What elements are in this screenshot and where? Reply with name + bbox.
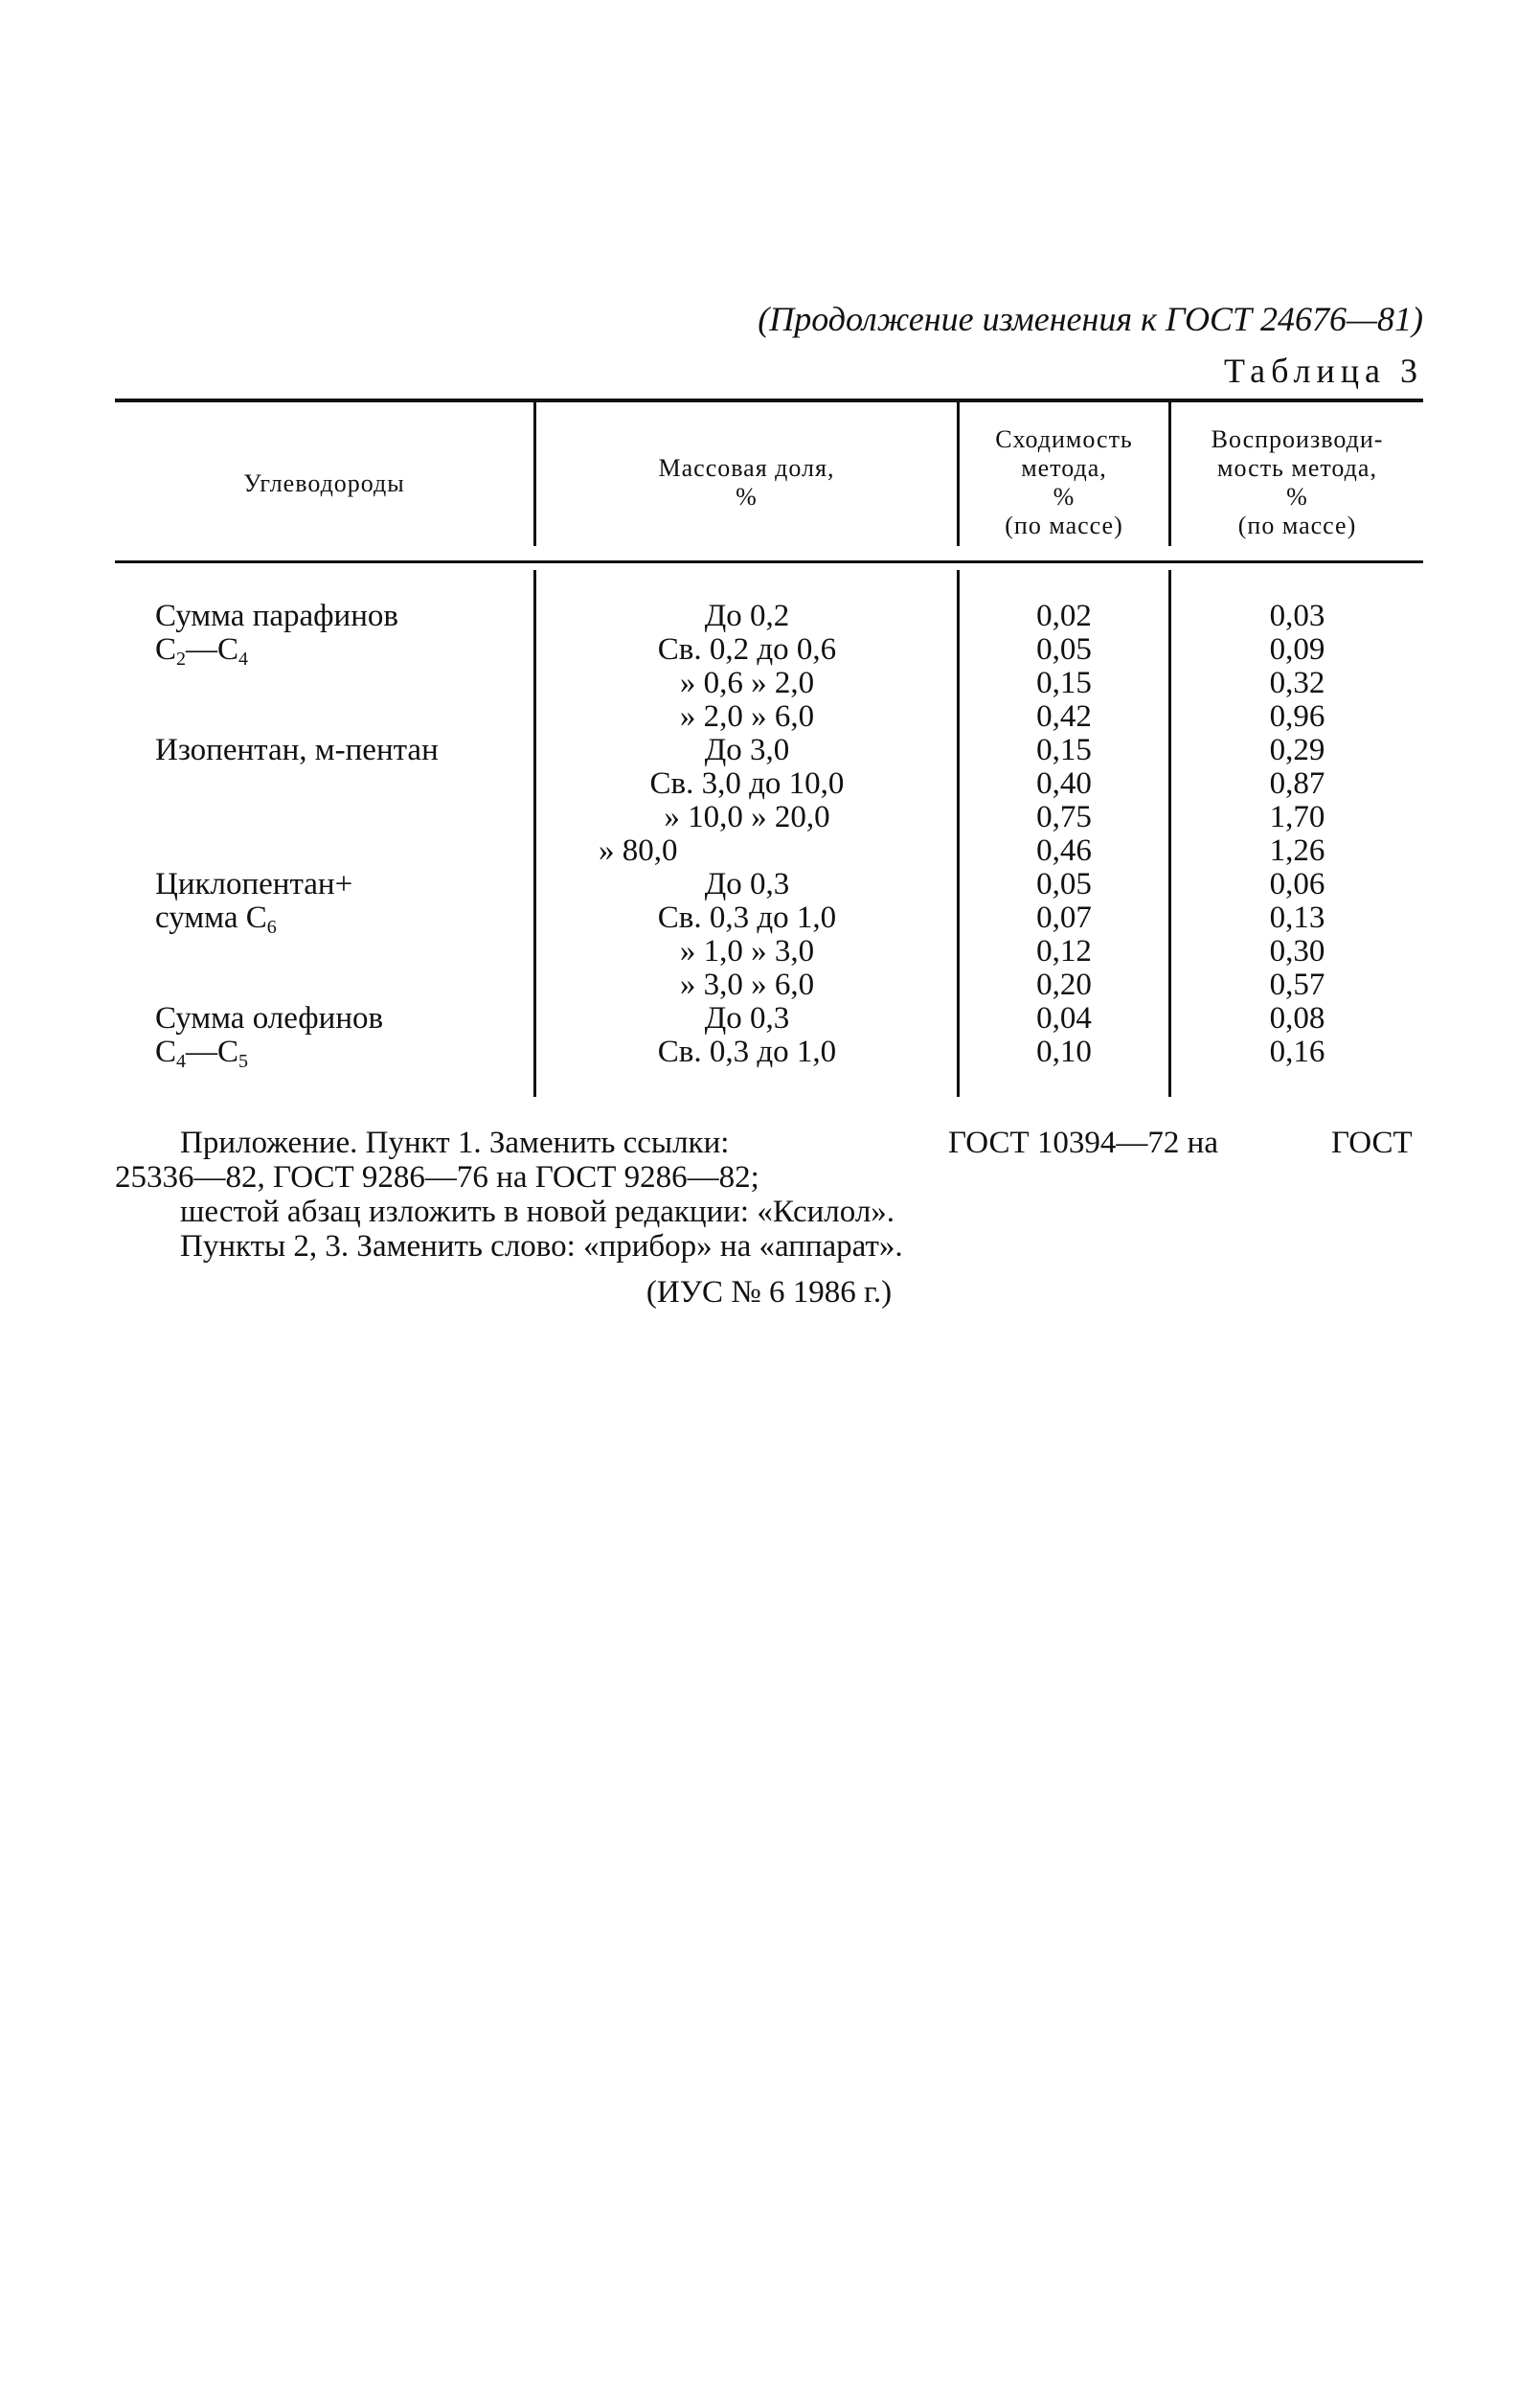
appendix-note-line1-right: ГОСТ bbox=[1331, 1126, 1413, 1160]
repeatability-cell: 0,07 bbox=[1036, 901, 1092, 935]
reproducibility-cell: 0,16 bbox=[1269, 1035, 1325, 1069]
repeatability-cell: 0,75 bbox=[1036, 800, 1092, 834]
column-divider-1-body bbox=[533, 570, 536, 1097]
continuation-header: (Продолжение изменения к ГОСТ 24676—81) bbox=[758, 300, 1423, 338]
reproducibility-cell: 0,08 bbox=[1269, 1001, 1325, 1036]
column-header-reproducibility: Воспроизводи- мость метода, % (по массе) bbox=[1211, 425, 1384, 539]
reproducibility-cell: 0,29 bbox=[1269, 733, 1325, 767]
source-reference: (ИУС № 6 1986 г.) bbox=[645, 1275, 893, 1310]
table-header-rule bbox=[115, 560, 1423, 563]
repeatability-cell: 0,42 bbox=[1036, 699, 1092, 734]
repeatability-cell: 0,20 bbox=[1036, 968, 1092, 1002]
hydrocarbon-name: $C_2—C_4$ bbox=[155, 632, 249, 670]
hydrocarbon-name: Сумма олефинов bbox=[155, 1001, 384, 1036]
reproducibility-cell: 1,26 bbox=[1269, 833, 1325, 868]
mass-fraction-cell: » 1,0 » 3,0 bbox=[679, 934, 815, 969]
hydrocarbon-name: сумма $C_6$ bbox=[155, 901, 277, 938]
appendix-note-line1-left: Приложение. Пункт 1. Заменить ссылки: bbox=[180, 1126, 730, 1160]
hydrocarbon-name: $C_4—C_5$ bbox=[155, 1035, 249, 1072]
reproducibility-cell: 0,09 bbox=[1269, 632, 1325, 667]
mass-fraction-cell: » 80,0 bbox=[599, 833, 678, 868]
table-top-rule bbox=[115, 399, 1423, 402]
repeatability-cell: 0,12 bbox=[1036, 934, 1092, 969]
mass-fraction-cell: Св. 3,0 до 10,0 bbox=[649, 766, 845, 801]
mass-fraction-cell: Св. 0,3 до 1,0 bbox=[657, 901, 837, 935]
reproducibility-cell: 0,87 bbox=[1269, 766, 1325, 801]
column-header-hydrocarbons: Углеводороды bbox=[243, 469, 405, 497]
column-header-mass-fraction: Массовая доля, % bbox=[658, 454, 835, 511]
reproducibility-cell: 0,13 bbox=[1269, 901, 1325, 935]
mass-fraction-cell: До 0,3 bbox=[704, 1001, 790, 1036]
reproducibility-cell: 0,30 bbox=[1269, 934, 1325, 969]
mass-fraction-cell: » 2,0 » 6,0 bbox=[679, 699, 815, 734]
hydrocarbon-name: Изопентан, м-пентан bbox=[155, 733, 439, 767]
reproducibility-cell: 0,06 bbox=[1269, 867, 1325, 901]
repeatability-cell: 0,10 bbox=[1036, 1035, 1092, 1069]
mass-fraction-cell: Св. 0,3 до 1,0 bbox=[657, 1035, 837, 1069]
appendix-note-line4: Пункты 2, 3. Заменить слово: «прибор» на «аппарат». bbox=[180, 1229, 903, 1264]
reproducibility-cell: 0,03 bbox=[1269, 599, 1325, 633]
reproducibility-cell: 0,96 bbox=[1269, 699, 1325, 734]
mass-fraction-cell: До 0,3 bbox=[704, 867, 790, 901]
repeatability-cell: 0,05 bbox=[1036, 867, 1092, 901]
hydrocarbon-name: Циклопентан+ bbox=[155, 867, 353, 901]
repeatability-cell: 0,05 bbox=[1036, 632, 1092, 667]
reproducibility-cell: 1,70 bbox=[1269, 800, 1325, 834]
mass-fraction-cell: До 0,2 bbox=[704, 599, 790, 633]
repeatability-cell: 0,15 bbox=[1036, 733, 1092, 767]
repeatability-cell: 0,15 bbox=[1036, 666, 1092, 700]
reproducibility-cell: 0,32 bbox=[1269, 666, 1325, 700]
appendix-note-line1-mid: ГОСТ 10394—72 на bbox=[948, 1126, 1218, 1160]
mass-fraction-cell: » 3,0 » 6,0 bbox=[679, 968, 815, 1002]
mass-fraction-cell: Св. 0,2 до 0,6 bbox=[657, 632, 837, 667]
hydrocarbon-name: Сумма парафинов bbox=[155, 599, 398, 633]
reproducibility-cell: 0,57 bbox=[1269, 968, 1325, 1002]
repeatability-cell: 0,40 bbox=[1036, 766, 1092, 801]
column-header-repeatability: Сходимость метода, % (по массе) bbox=[995, 425, 1133, 539]
appendix-note-line3: шестой абзац изложить в новой редакции: «Ксилол». bbox=[180, 1195, 895, 1229]
mass-fraction-cell: » 0,6 » 2,0 bbox=[679, 666, 815, 700]
repeatability-cell: 0,46 bbox=[1036, 833, 1092, 868]
mass-fraction-cell: До 3,0 bbox=[704, 733, 790, 767]
table-title: Таблица 3 bbox=[1224, 352, 1423, 390]
mass-fraction-cell: » 10,0 » 20,0 bbox=[664, 800, 830, 834]
appendix-note-line2: 25336—82, ГОСТ 9286—76 на ГОСТ 9286—82; bbox=[115, 1160, 759, 1195]
repeatability-cell: 0,02 bbox=[1036, 599, 1092, 633]
repeatability-cell: 0,04 bbox=[1036, 1001, 1092, 1036]
